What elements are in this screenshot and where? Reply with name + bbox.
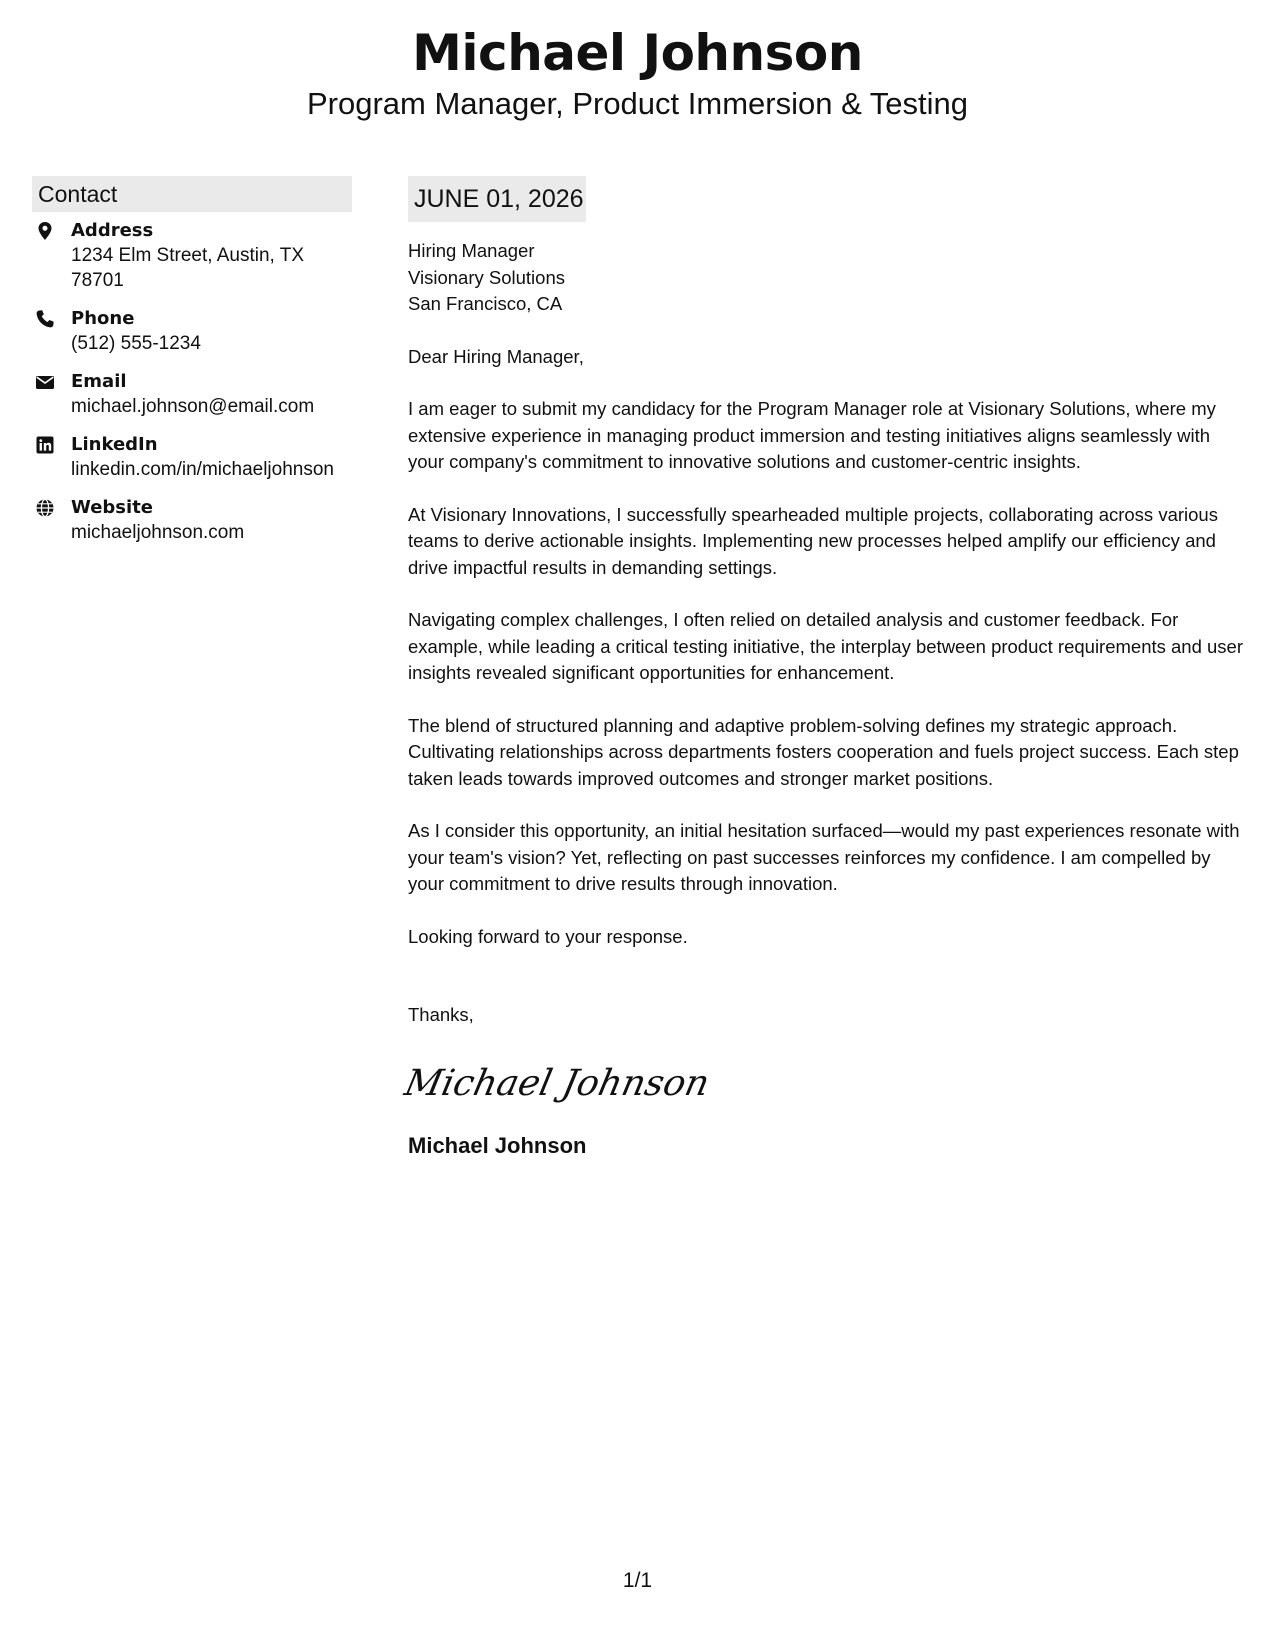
- address-value: 1234 Elm Street, Austin, TX 78701: [71, 245, 305, 291]
- recipient-block: [408, 238, 1243, 318]
- linkedin-value: linkedin.com/in/michaeljohnson: [71, 459, 334, 480]
- website-value: michaeljohnson.com: [71, 522, 245, 543]
- letter-paragraph: Looking forward to your response.: [408, 925, 688, 947]
- contact-item-phone: [32, 306, 352, 356]
- letter-paragraph: As I consider this opportunity, an initial hesitation surfaced—would my past experiences resonate with your team's vision? Yet, reflecting on past successes reinforces my confidence. I am compelled by your commitment to drive results through innovation.: [408, 820, 1240, 894]
- handwritten-signature: [401, 1053, 714, 1113]
- phone-value: (512) 555-1234: [71, 333, 201, 354]
- closing: Thanks,: [408, 1004, 474, 1025]
- page-number: 1/1: [622, 1569, 653, 1592]
- contact-section-title: Contact: [32, 176, 352, 212]
- contact-item-email: [32, 369, 352, 419]
- letter-paragraph: Navigating complex challenges, I often relied on detailed analysis and customer feedback. For example, while leading a critical testing initiative, the interplay between product requirements and user insights revealed significant opportunities for enhancement.: [408, 609, 1244, 683]
- contact-sidebar: [32, 176, 352, 558]
- svg-text:Michael Johnson: Michael Johnson: [401, 1060, 714, 1104]
- envelope-icon: [35, 372, 55, 392]
- map-pin-icon: [35, 221, 55, 241]
- contact-item-linkedin: [32, 432, 352, 482]
- recipient-line: Hiring Manager: [408, 240, 535, 261]
- letter-paragraph: The blend of structured planning and adaptive problem-solving defines my strategic approach. Cultivating relationships across departments fosters cooperation and fuels project success. Each step taken leads towards improved outcomes and stronger market positions.: [408, 714, 1239, 789]
- linkedin-icon: [35, 435, 55, 455]
- letter-date: JUNE 01, 2026: [408, 176, 586, 222]
- address-label: Address: [71, 220, 154, 241]
- phone-icon: [35, 309, 55, 329]
- letter-paragraph: I am eager to submit my candidacy for the Program Manager role at Visionary Solutions, where my extensive experience in managing product immersion and testing initiatives aligns seamlessly with your company's commitment to innovative solutions and customer-centric insights.: [408, 398, 1216, 472]
- recipient-line: Visionary Solutions: [408, 266, 565, 288]
- email-value: michael.johnson@email.com: [71, 396, 315, 417]
- letter-header: [0, 20, 1275, 122]
- globe-icon: [35, 498, 55, 518]
- header-job-title: Program Manager, Product Immersion & Testing: [306, 86, 969, 121]
- linkedin-label: LinkedIn: [71, 434, 158, 455]
- salutation: Dear Hiring Manager,: [408, 345, 584, 367]
- contact-item-website: [32, 495, 352, 545]
- website-label: Website: [71, 497, 154, 518]
- contact-item-address: [32, 218, 352, 293]
- recipient-line: San Francisco, CA: [408, 293, 563, 314]
- email-label: Email: [71, 371, 127, 392]
- signer-name: Michael Johnson: [408, 1132, 587, 1158]
- letter-body: [401, 176, 1244, 1161]
- header-name: Michael Johnson: [412, 24, 863, 82]
- letter-paragraph: At Visionary Innovations, I successfully spearheaded multiple projects, collaborating across various teams to derive actionable insights. Implementing new processes helped amplify our efficiency and drive impactful results in demanding settings.: [408, 503, 1218, 578]
- phone-label: Phone: [71, 308, 135, 329]
